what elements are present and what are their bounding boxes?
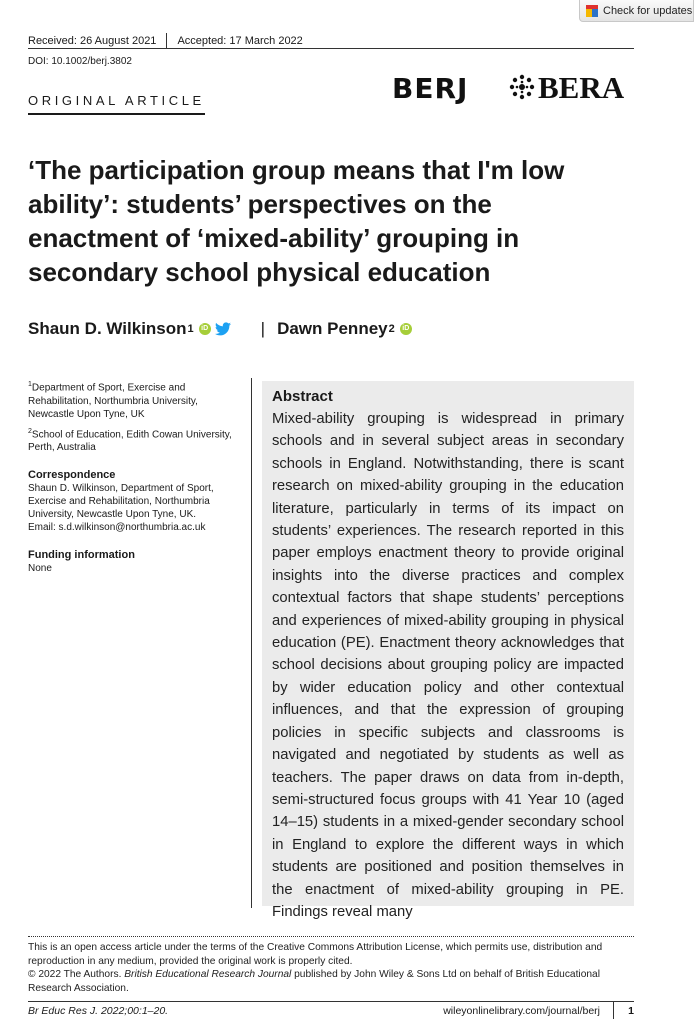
- affiliation-marker: 2: [28, 427, 32, 435]
- affiliation-text: School of Education, Edith Cowan University, Perth, Australia: [28, 429, 232, 454]
- affiliation-item: [28, 378, 238, 421]
- journal-name: British Educational Research Journal: [124, 969, 292, 981]
- berj-logo: BERJ: [392, 72, 469, 105]
- copyright-prefix: © 2022 The Authors.: [28, 969, 125, 981]
- orcid-icon[interactable]: iD: [400, 323, 412, 335]
- doi-link[interactable]: DOI: 10.1002/berj.3802: [28, 56, 132, 67]
- affiliation-text: Department of Sport, Exercise and Rehabilitation, Northumbria University, Newcastle Upon Tyne, UK: [28, 382, 198, 420]
- copyright-suffix: published by John Wiley & Sons Ltd on behalf of British Educational Research Association.: [28, 969, 600, 994]
- journal-citation: Br Educ Res J. 2022;00:1–20.: [28, 1005, 169, 1017]
- license-notice: [28, 941, 638, 995]
- author-separator: |: [260, 319, 266, 338]
- affiliation-marker: 1: [28, 381, 32, 388]
- check-updates-icon: [586, 5, 598, 17]
- abstract-text: Mixed-ability grouping is widespread in primary schools and in several subject areas in secondary schools in England. Notwithstanding, there is scant research on mixed-ability grouping in the education literature, particularly in terms of its impact on students’ experiences. The research reported in this paper employs enactment theory to provide original insights into the diverse practices and complex contextual factors that shape students’ perceptions and experiences of mixed-ability grouping in physical education (PE). Enactment theory acknowledges that school decisions about grouping policy are impacted by wider education policy and other contextual influences, and that the expression of grouping policies in specific subjects and classrooms is navigated and negotiated by students as well as teachers. The paper draws on data from in-depth, semi-structured focus groups with 41 Year 10 (aged 14–15) students in a mixed-gender secondary school in England to explore the different ways in which students are positioned and position themselves in the enactment of mixed-ability grouping in PE. Findings reveal many: [272, 411, 624, 920]
- dates-line: [28, 33, 634, 49]
- abstract-heading: Abstract: [272, 388, 333, 405]
- column-divider: [251, 378, 252, 908]
- footnote-divider: [28, 936, 634, 937]
- author-name[interactable]: Shaun D. Wilkinson: [28, 319, 187, 338]
- received-date: Received: 26 August 2021: [28, 35, 157, 47]
- abstract-panel: [262, 381, 634, 920]
- journal-website-link[interactable]: wileyonlinelibrary.com/journal/berj: [443, 1005, 600, 1017]
- twitter-icon[interactable]: [215, 322, 231, 336]
- affiliation-item: [28, 425, 238, 455]
- correspondence-heading: Correspondence: [28, 468, 116, 481]
- funding-heading: Funding information: [28, 548, 135, 561]
- article-title: ‘The participation group means that I'm low ability’: students’ perspectives on the enactment of ‘mixed-ability’ grouping in secondary school physical education: [28, 155, 565, 287]
- author-affiliation-marker: 2: [388, 323, 395, 335]
- header-rule: [28, 48, 634, 49]
- article-sidebar: [28, 378, 238, 575]
- license-text: This is an open access article under the terms of the Creative Commons Attribution License, which permits use, distribution and reproduction in any medium, provided the original work is properly cited.: [28, 942, 603, 967]
- author-affiliation-marker: 1: [187, 323, 194, 335]
- bera-emblem-icon: [508, 73, 536, 101]
- page-number: 1: [628, 1005, 634, 1017]
- dates-divider: [166, 33, 167, 49]
- correspondence-text: Shaun D. Wilkinson, Department of Sport, Exercise and Rehabilitation, Northumbria University, Newcastle Upon Tyne, UK.: [28, 482, 214, 521]
- correspondence-email[interactable]: Email: s.d.wilkinson@northumbria.ac.uk: [28, 522, 206, 534]
- copyright-text: [28, 968, 638, 995]
- footer-rule: [28, 1001, 634, 1002]
- page-footer: [28, 1005, 634, 1019]
- footer-divider: [613, 1001, 614, 1019]
- article-type-label: ORIGINAL ARTICLE: [28, 93, 205, 115]
- bera-logo: BERA: [538, 70, 625, 105]
- orcid-icon[interactable]: iD: [199, 323, 211, 335]
- accepted-date: Accepted: 17 March 2022: [177, 35, 303, 47]
- funding-text: None: [28, 562, 52, 574]
- check-for-updates-button[interactable]: [579, 0, 694, 22]
- check-for-updates-label: Check for updates: [603, 4, 693, 17]
- author-list: [28, 319, 412, 339]
- author-name[interactable]: Dawn Penney: [277, 319, 388, 338]
